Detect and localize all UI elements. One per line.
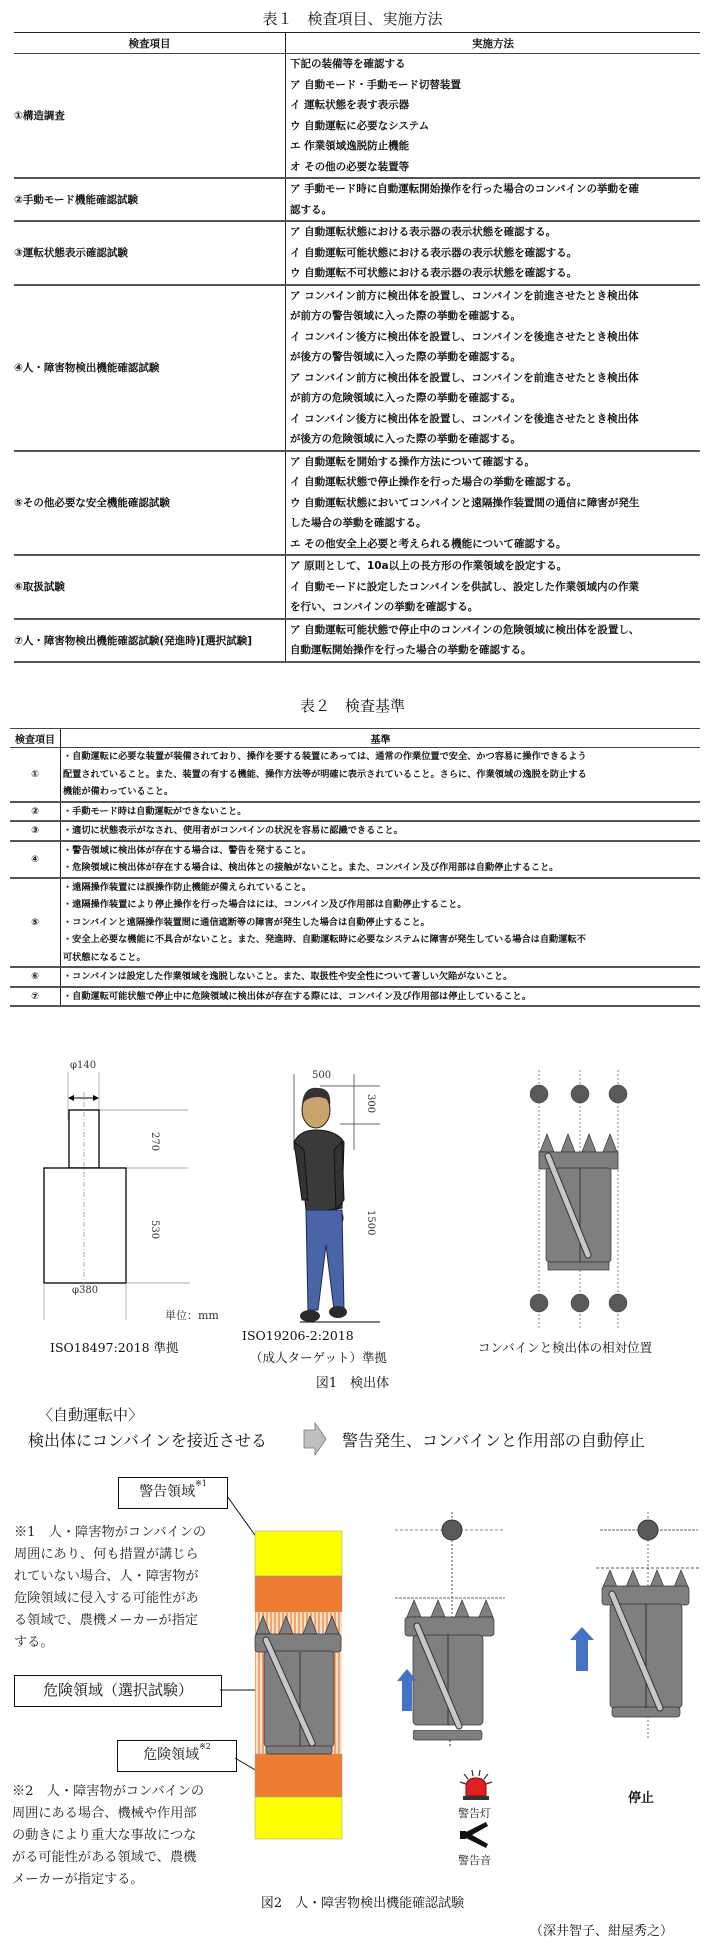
table1-methods-line: ア 自動運転を開始する操作方法について確認する。 xyxy=(290,455,535,468)
table1 xyxy=(14,32,700,663)
figure2-caption: 図2 人・障害物検出機能確認試験 xyxy=(260,1896,465,1911)
warning-sound-label: 警告音 xyxy=(458,1854,491,1867)
table2-criteria-line: ・コンバインは設定した作業領域を逸脱しないこと。また、取扱性や安全性について著しい欠陥がないこと。 xyxy=(63,971,513,982)
front-warning-zone xyxy=(255,1531,342,1576)
table2-criteria-line: ・警告領域に検出体が存在する場合は、警告を発すること。 xyxy=(63,844,312,856)
flow-arrow-icon xyxy=(303,1422,327,1456)
inspection-item-number: ⑥ xyxy=(10,967,61,987)
table-row xyxy=(14,178,700,221)
table-row xyxy=(10,841,700,878)
table2-criteria-line: ・自動運転に必要な装置が装備されており、操作を要する装置にあっては、通常の作業位置で安全、かつ容易に操作できるよう xyxy=(63,751,587,762)
table1-methods-cell xyxy=(286,619,701,662)
table1-header-item: 検査項目 xyxy=(14,33,286,54)
combine-warning-state-icon xyxy=(395,1500,535,1730)
table1-methods-line: ア 自動運転可能状態で停止中のコンバインの危険領域に検出体を設置し、 xyxy=(290,623,640,636)
table1-methods-cell xyxy=(286,451,701,556)
table1-methods-cell xyxy=(286,178,701,221)
table1-methods-line: ア 自動モード・手動モード切替装置 xyxy=(290,78,461,91)
table1-methods-line: ウ 自動運転に必要なシステム xyxy=(290,119,430,132)
table2-header-row xyxy=(10,729,700,748)
table1-methods-line: 自動運転開始操作を行った場合の挙動を確認する。 xyxy=(290,644,532,656)
table2-criteria-line: 可状態になること。 xyxy=(63,951,146,963)
danger-zone-optional-label: 危険領域（選択試験） xyxy=(42,1681,193,1699)
combine-stopped-drawing xyxy=(570,1500,705,1760)
inspection-item-number: ① xyxy=(10,748,61,802)
danger-zone-optional-label-box xyxy=(14,1675,222,1707)
footnote-2: ※2 人・障害物がコンバインの 周囲にある場合、機械や作用部 の動きにより重大な事故につな がる可能性がある領域で、農機 メーカーが指定する。 xyxy=(12,1784,205,1887)
table1-methods-line: した場合の挙動を確認する。 xyxy=(290,517,427,529)
rear-danger-zone xyxy=(255,1754,342,1797)
danger-zone-label: 危険領域 xyxy=(143,1747,200,1763)
combine-zone-diagram-icon xyxy=(254,1530,344,1840)
table-row xyxy=(14,555,700,619)
table2 xyxy=(10,728,700,1007)
table1-methods-line: ア 原則として、10a以上の長方形の作業領域を設定する。 xyxy=(290,560,568,572)
flow-step-approach: 検出体にコンバインを接近させる xyxy=(28,1431,267,1450)
person-body-height: 1500 xyxy=(365,1210,376,1236)
warning-zone-footnote-ref: ※1 xyxy=(195,1479,207,1488)
person-head-height: 300 xyxy=(365,1094,376,1114)
inspection-item: ③運転状態表示確認試験 xyxy=(14,221,286,285)
table1-methods-line: オ その他の必要な装置等 xyxy=(290,160,410,173)
table-row xyxy=(10,802,700,822)
combine-relative-position-icon xyxy=(530,1070,630,1330)
table1-methods-line: ア コンバイン前方に検出体を設置し、コンバインを前進させたとき検出体 xyxy=(290,289,639,302)
inspection-item: ⑥取扱試験 xyxy=(14,555,286,619)
stop-label: 停止 xyxy=(628,1791,655,1806)
warning-light-icon xyxy=(456,1768,496,1802)
footnote-1: ※1 人・障害物がコンバインの 周囲にあり、何も措置が講じら れていない場合、人・障害物が 危険領域に侵入する可能性があ る領域で、農機メーカーが指定 する。 xyxy=(14,1525,207,1650)
figure1-caption: 図1 検出体 xyxy=(315,1376,390,1391)
table2-title: 表２ 検査基準 xyxy=(299,697,405,715)
table1-methods-line: 下記の装備等を確認する xyxy=(290,58,406,70)
table2-criteria-line: ・危険領域に検出体が存在する場合は、検出体との接触がないこと。また、コンバイン及び作用部は自動停止すること。 xyxy=(63,862,559,873)
inspection-item: ②手動モード機能確認試験 xyxy=(14,178,286,221)
warning-sound-icon xyxy=(458,1820,494,1850)
cylinder-target-icon xyxy=(30,1060,230,1320)
table2-criteria-cell xyxy=(61,802,701,822)
table2-criteria-cell xyxy=(61,841,701,878)
cylinder-bottom-diameter: φ380 xyxy=(72,1285,99,1296)
inspection-item: ⑤その他必要な安全機能確認試験 xyxy=(14,451,286,556)
table2-criteria-line: ・手動モード時は自動運転ができないこと。 xyxy=(63,805,247,817)
table1-methods-line: エ 作業領域逸脱防止機能 xyxy=(290,140,410,152)
inspection-item-number: ⑤ xyxy=(10,878,61,968)
table-row xyxy=(14,221,700,285)
combine-approaching-rear xyxy=(413,1730,513,1748)
person-standard-label-line1: ISO19206-2:2018 xyxy=(242,1328,354,1343)
table-row xyxy=(14,619,700,662)
table1-methods-line: が前方の警告領域に入った際の挙動を確認する。 xyxy=(290,310,521,322)
table2-criteria-line: ・安全上必要な機能に不具合がないこと。また、発進時、自動運転時に必要なシステムに障害が発生している場合は自動運転不 xyxy=(63,934,586,945)
unit-label: 単位：mm xyxy=(165,1309,219,1322)
table1-methods-cell xyxy=(286,221,701,285)
warning-zone-label-box xyxy=(118,1477,228,1509)
table2-criteria-line: ・自動運転可能状態で停止中に危険領域に検出体が存在する際には、コンバイン及び作用部は停止していること。 xyxy=(63,990,531,1002)
table1-header-row xyxy=(14,33,700,54)
warning-zone-label: 警告領域 xyxy=(139,1484,196,1500)
table1-methods-line: ウ 自動運転状態においてコンバインと遠隔操作装置間の通信に障害が発生 xyxy=(290,496,640,509)
cylinder-standard-label: ISO18497:2018 準拠 xyxy=(50,1340,179,1355)
relative-position-drawing xyxy=(530,1070,630,1330)
table-row xyxy=(10,987,700,1007)
table1-methods-line: を行い、コンバインの挙動を確認する。 xyxy=(290,601,479,613)
table1-methods-line: イ 自動モードに設定したコンバインを供試し、設定した作業領域内の作業 xyxy=(290,580,639,593)
table1-methods-line: ア 自動運転状態における表示器の表示状態を確認する。 xyxy=(290,226,557,238)
table2-criteria-cell xyxy=(61,878,701,968)
table1-methods-line: イ コンバイン後方に検出体を設置し、コンバインを後進させたとき検出体 xyxy=(290,330,639,343)
inspection-item-number: ⑦ xyxy=(10,987,61,1007)
table2-criteria-line: ・遠隔操作装置には誤操作防止機能が備えられていること。 xyxy=(63,881,312,893)
table1-methods-line: が後方の危険領域に入った際の挙動を確認する。 xyxy=(290,433,521,445)
table1-header-method: 実施方法 xyxy=(286,33,701,54)
inspection-item-number: ③ xyxy=(10,821,61,841)
flow-step-result: 警告発生、コンバインと作用部の自動停止 xyxy=(342,1431,645,1450)
danger-zone-label-box xyxy=(117,1740,237,1772)
table2-header-criteria: 基準 xyxy=(61,729,701,748)
table-row xyxy=(14,54,700,179)
zone-diagram xyxy=(254,1530,344,1840)
table2-criteria-cell xyxy=(61,821,701,841)
person-target-drawing xyxy=(270,1070,390,1332)
rear-warning-zone xyxy=(255,1797,342,1839)
table1-methods-cell xyxy=(286,54,701,179)
cylinder-top-diameter: φ140 xyxy=(70,1060,97,1071)
table2-criteria-line: ・適切に状態表示がなされ、使用者がコンバインの状況を容易に認識できること。 xyxy=(63,825,403,836)
table1-methods-line: が前方の危険領域に入った際の挙動を確認する。 xyxy=(290,392,521,404)
danger-zone-footnote-ref: ※2 xyxy=(199,1742,211,1751)
relative-position-label: コンバインと検出体の相対位置 xyxy=(478,1340,653,1355)
table-row xyxy=(10,821,700,841)
warning-light-label: 警告灯 xyxy=(458,1807,491,1820)
table2-criteria-cell xyxy=(61,748,701,802)
inspection-item: ④人・障害物検出機能確認試験 xyxy=(14,285,286,451)
table1-methods-cell xyxy=(286,555,701,619)
table-row xyxy=(10,967,700,987)
table1-methods-line: イ 自動運転状態で停止操作を行った場合の挙動を確認する。 xyxy=(290,476,578,488)
table-row xyxy=(10,878,700,968)
inspection-item: ⑦人・障害物検出機能確認試験(発進時)[選択試験] xyxy=(14,619,286,662)
combine-approaching-drawing xyxy=(395,1500,535,1730)
table1-methods-line: イ 自動運転可能状態における表示器の表示状態を確認する。 xyxy=(290,246,578,259)
table1-methods-line: イ コンバイン後方に検出体を設置し、コンバインを後進させたとき検出体 xyxy=(290,412,639,425)
table2-criteria-cell xyxy=(61,967,701,987)
cylinder-target-drawing xyxy=(30,1060,230,1320)
table1-methods-line: 認する。 xyxy=(290,203,332,216)
auto-driving-mode-label: 〈自動運転中〉 xyxy=(38,1406,144,1424)
front-danger-zone xyxy=(255,1576,342,1612)
table-row xyxy=(14,285,700,451)
table2-header-item: 検査項目 xyxy=(10,729,61,748)
table2-criteria-cell xyxy=(61,987,701,1007)
forward-arrow xyxy=(570,1627,594,1671)
table1-methods-line: ア コンバイン前方に検出体を設置し、コンバインを前進させたとき検出体 xyxy=(290,371,639,384)
authors: （深井智子、紺屋秀之） xyxy=(530,1924,674,1939)
table1-title: 表１ 検査項目、実施方法 xyxy=(262,10,443,28)
table1-methods-line: ウ 自動運転不可状態における表示器の表示状態を確認する。 xyxy=(290,267,578,279)
table1-methods-line: が後方の警告領域に入った際の挙動を確認する。 xyxy=(290,351,521,363)
table1-methods-cell xyxy=(286,285,701,451)
inspection-item-number: ② xyxy=(10,802,61,822)
table2-criteria-line: 機能が備わっていること。 xyxy=(63,786,174,797)
cylinder-bottom-height: 530 xyxy=(149,1220,160,1240)
table2-criteria-line: ・コンバインと遠隔操作装置間に通信遮断等の障害が発生した場合は自動停止すること。 xyxy=(63,916,430,928)
person-standard-label-line2: （成人ターゲット）準拠 xyxy=(250,1350,388,1365)
table2-criteria-line: 配置されていること。また、装置の有する機能、操作方法等が明確に表示されていること。さらに、作業領域の逸脱を防止する xyxy=(63,768,587,780)
table1-methods-line: イ 運転状態を表す表示器 xyxy=(290,99,410,111)
table2-criteria-line: ・遠隔操作装置により停止操作を行った場合はには、コンバイン及び作用部は自動停止すること。 xyxy=(63,899,467,910)
table-row xyxy=(14,451,700,556)
table-row xyxy=(10,748,700,802)
inspection-item: ①構造調査 xyxy=(14,54,286,179)
person-width: 500 xyxy=(312,1070,332,1081)
table1-methods-line: ア 手動モード時に自動運転開始操作を行った場合のコンバインの挙動を確 xyxy=(290,183,639,195)
inspection-item-number: ④ xyxy=(10,841,61,878)
cylinder-top-height: 270 xyxy=(149,1132,160,1152)
combine-stopped-state-icon xyxy=(570,1500,705,1760)
table1-methods-line: エ その他安全上必要と考えられる機能について確認する。 xyxy=(290,537,567,550)
